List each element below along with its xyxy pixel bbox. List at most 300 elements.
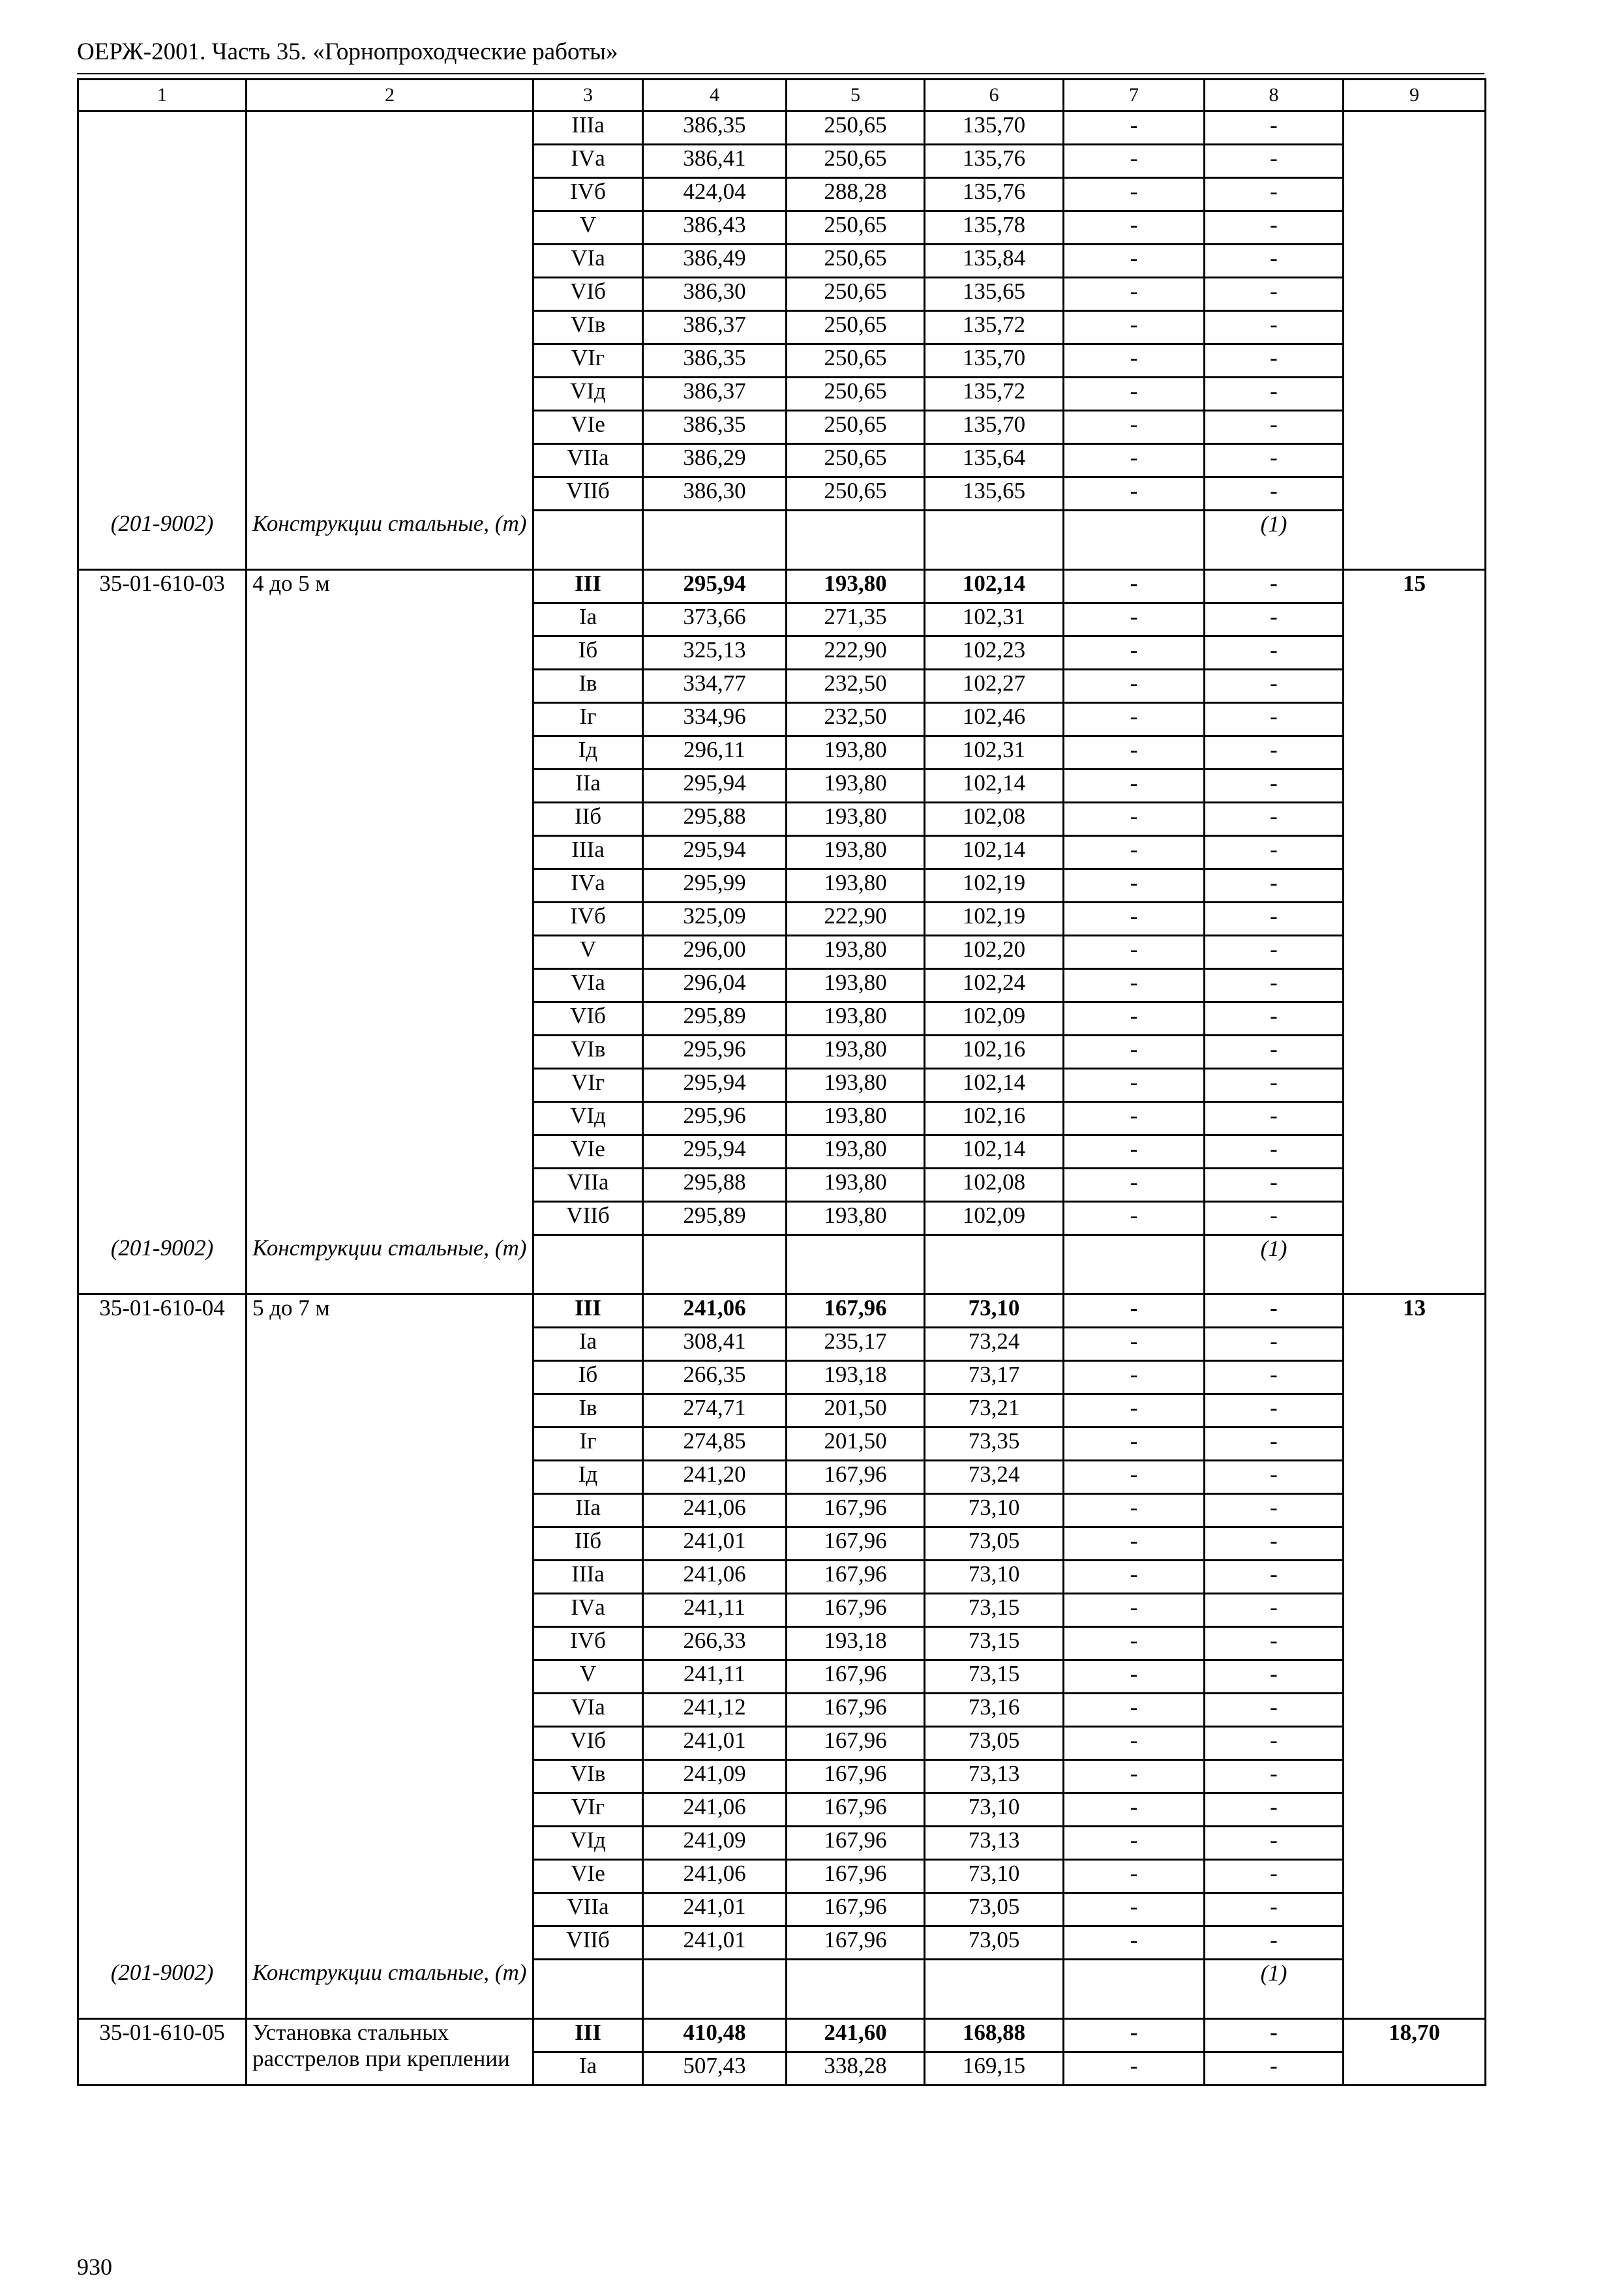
cell-description [247,736,534,770]
cell-col-7: - [1064,736,1205,770]
cell-col-6: 135,65 [925,278,1064,311]
cell-code [78,1135,247,1169]
cell-col-4 [643,511,787,570]
cell-code [78,1694,247,1727]
cell-description [247,1102,534,1135]
column-number: 5 [787,80,925,112]
cell-col-4: 295,94 [643,570,787,603]
cell-col-6: 73,05 [925,1727,1064,1760]
cell-col-3: Iд [534,736,643,770]
cell-col-3: VIв [534,311,643,344]
cell-col-7: - [1064,112,1205,145]
table-row [78,1694,1486,1727]
table-row [78,1627,1486,1660]
cell-col-7: - [1064,245,1205,278]
cell-col-4: 386,37 [643,311,787,344]
cell-col-3: III [534,2019,643,2052]
table-row [78,1328,1486,1361]
cell-col-5: 201,50 [787,1394,925,1428]
column-number: 6 [925,80,1064,112]
cell-norm [1344,1594,1486,1627]
cell-col-8: - [1205,1627,1344,1660]
cell-col-5: 167,96 [787,1694,925,1727]
cell-col-8: - [1205,969,1344,1002]
table-row [78,1926,1486,1960]
cell-description [247,278,534,311]
cell-norm [1344,1428,1486,1461]
cell-code [78,245,247,278]
cell-norm [1344,511,1486,570]
cell-col-6: 73,13 [925,1827,1064,1860]
table-row [78,1102,1486,1135]
cell-col-6: 73,10 [925,1494,1064,1527]
cell-description [247,145,534,178]
cell-code [78,1860,247,1893]
cell-col-3: Iд [534,1461,643,1494]
cell-col-5: 167,96 [787,1561,925,1594]
cell-col-8: - [1205,1461,1344,1494]
cell-col-7: - [1064,1169,1205,1202]
cell-col-3: VIе [534,1860,643,1893]
cell-col-8: - [1205,477,1344,511]
cell-description [247,311,534,344]
cell-col-3 [534,511,643,570]
cell-code [78,1893,247,1926]
cell-norm: 15 [1344,570,1486,603]
cell-code: 35-01-610-05 [78,2019,247,2052]
cell-col-7: - [1064,803,1205,836]
table-row [78,1002,1486,1036]
cell-col-3: IIIа [534,836,643,869]
cell-col-3: VIд [534,1827,643,1860]
cell-col-6: 73,10 [925,1294,1064,1328]
cell-norm [1344,1727,1486,1760]
cell-col-8: - [1205,1527,1344,1561]
cell-col-6: 102,31 [925,603,1064,636]
cell-col-5: 250,65 [787,245,925,278]
cell-norm [1344,311,1486,344]
cell-norm [1344,278,1486,311]
cell-code [78,1760,247,1793]
table-row [78,969,1486,1002]
cell-col-3: IVб [534,178,643,211]
cell-description [247,1727,534,1760]
cell-description [247,903,534,936]
cell-description [247,1361,534,1394]
cell-col-7: - [1064,936,1205,969]
cell-norm [1344,1169,1486,1202]
cell-col-8: - [1205,836,1344,869]
cell-description [247,444,534,477]
cell-col-4: 386,30 [643,278,787,311]
cell-col-8: - [1205,1428,1344,1461]
cell-norm [1344,1893,1486,1926]
cell-col-3: Iв [534,670,643,703]
cell-col-8: - [1205,378,1344,411]
cell-col-5: 193,80 [787,1069,925,1102]
cell-col-3: VIа [534,245,643,278]
cell-description [247,670,534,703]
cell-code [78,969,247,1002]
cell-col-7: - [1064,1036,1205,1069]
cell-col-4: 386,35 [643,411,787,444]
cell-code [78,1002,247,1036]
cell-col-6: 102,08 [925,1169,1064,1202]
cell-col-7: - [1064,1694,1205,1727]
cell-col-3: VIа [534,1694,643,1727]
cell-col-3: VIг [534,344,643,378]
cell-col-4: 386,35 [643,344,787,378]
cell-code [78,1827,247,1860]
cell-norm [1344,1394,1486,1428]
cell-col-6: 73,35 [925,1428,1064,1461]
cell-col-6: 135,64 [925,444,1064,477]
cell-col-5: 193,18 [787,1361,925,1394]
cell-col-7: - [1064,603,1205,636]
cell-col-8: - [1205,411,1344,444]
cell-col-6: 102,16 [925,1102,1064,1135]
cell-col-4: 295,89 [643,1202,787,1235]
cell-col-8: - [1205,112,1344,145]
cell-code [78,411,247,444]
cell-col-4: 507,43 [643,2052,787,2086]
cell-col-5: 167,96 [787,1827,925,1860]
cell-col-5: 338,28 [787,2052,925,2086]
cell-col-4: 241,01 [643,1926,787,1960]
cell-code [78,836,247,869]
cell-norm: 13 [1344,1294,1486,1328]
cell-description [247,1827,534,1860]
cell-norm [1344,1328,1486,1361]
cell-col-8: - [1205,570,1344,603]
cell-description [247,1561,534,1594]
cell-col-3: VIе [534,411,643,444]
cell-col-7: - [1064,903,1205,936]
cell-code [78,278,247,311]
cell-col-5: 167,96 [787,1294,925,1328]
cell-col-4 [643,1960,787,2019]
cell-code [78,344,247,378]
cell-col-7: - [1064,1860,1205,1893]
cell-code [78,1036,247,1069]
cell-norm [1344,1627,1486,1660]
cell-col-5: 250,65 [787,378,925,411]
cell-code [78,1069,247,1102]
cell-norm [1344,869,1486,903]
column-number: 7 [1064,80,1205,112]
cell-description [247,803,534,836]
cell-code [78,1627,247,1660]
cell-col-7: - [1064,211,1205,245]
cell-norm [1344,770,1486,803]
cell-col-5: 167,96 [787,1594,925,1627]
cell-description [247,1328,534,1361]
cell-code [78,311,247,344]
table-row [78,1494,1486,1527]
cell-col-5 [787,1235,925,1294]
cell-col-7: - [1064,378,1205,411]
cell-col-3: Iа [534,2052,643,2086]
cell-col-4: 241,06 [643,1561,787,1594]
cell-col-4: 325,09 [643,903,787,936]
cell-col-5: 193,80 [787,736,925,770]
cell-description [247,1760,534,1793]
cell-col-3: Iб [534,636,643,670]
cell-col-8: - [1205,278,1344,311]
cell-col-6: 73,17 [925,1361,1064,1394]
cell-col-4: 241,06 [643,1860,787,1893]
resource-code: (201-9002) [78,1235,247,1294]
cell-col-7: - [1064,178,1205,211]
cell-norm [1344,1827,1486,1860]
cell-col-7: - [1064,969,1205,1002]
cell-norm [1344,936,1486,969]
cell-description [247,836,534,869]
cell-col-6: 102,46 [925,703,1064,736]
cell-col-3: VIв [534,1036,643,1069]
cell-code [78,736,247,770]
cell-description [247,477,534,511]
cell-norm [1344,245,1486,278]
cell-code [78,378,247,411]
cell-col-6: 73,05 [925,1926,1064,1960]
cell-col-8: - [1205,1002,1344,1036]
cell-col-5: 193,80 [787,770,925,803]
cell-col-6: 135,70 [925,411,1064,444]
cell-col-5: 167,96 [787,1860,925,1893]
cell-col-7: - [1064,1428,1205,1461]
cell-code [78,1660,247,1694]
cell-col-4: 386,35 [643,112,787,145]
cell-col-7: - [1064,1561,1205,1594]
cell-description [247,378,534,411]
cell-col-8: - [1205,869,1344,903]
cell-col-4: 296,11 [643,736,787,770]
cell-col-3 [534,1960,643,2019]
cell-col-5: 167,96 [787,1527,925,1561]
cell-description [247,703,534,736]
table-row [78,411,1486,444]
cell-col-5: 167,96 [787,1660,925,1694]
table-row [78,278,1486,311]
table-row [78,1860,1486,1893]
cell-col-6: 73,15 [925,1660,1064,1694]
cell-col-5: 241,60 [787,2019,925,2052]
cell-col-6: 135,72 [925,311,1064,344]
cell-col-8: - [1205,344,1344,378]
cell-col-6: 73,21 [925,1394,1064,1428]
cell-col-6: 102,20 [925,936,1064,969]
cell-col-8: - [1205,1793,1344,1827]
resource-code: (201-9002) [78,1960,247,2019]
cell-col-8: - [1205,736,1344,770]
table-row [78,1561,1486,1594]
table-row [78,1461,1486,1494]
cell-norm [1344,378,1486,411]
cell-col-8: - [1205,1361,1344,1394]
cell-col-5: 193,80 [787,803,925,836]
cell-col-7: - [1064,311,1205,344]
cell-col-4: 295,89 [643,1002,787,1036]
cell-col-8: - [1205,178,1344,211]
cell-col-5: 250,65 [787,344,925,378]
cell-col-7: - [1064,2052,1205,2086]
table-row [78,936,1486,969]
cell-code [78,1102,247,1135]
cell-col-6: 102,14 [925,836,1064,869]
cell-col-8: - [1205,2052,1344,2086]
cell-norm [1344,145,1486,178]
cell-col-3: V [534,211,643,245]
cell-norm [1344,1527,1486,1561]
column-number-row [78,80,1486,112]
cell-col-6: 135,76 [925,178,1064,211]
cell-col-6: 73,13 [925,1760,1064,1793]
resource-qty: (1) [1205,1960,1344,2019]
cell-norm [1344,1135,1486,1169]
cell-col-6: 102,14 [925,1135,1064,1169]
cell-col-4: 424,04 [643,178,787,211]
cell-col-3: V [534,1660,643,1694]
cell-col-7: - [1064,1002,1205,1036]
cell-col-5: 193,80 [787,570,925,603]
cell-col-7: - [1064,1394,1205,1428]
cell-col-7: - [1064,703,1205,736]
cell-norm [1344,1002,1486,1036]
cell-col-5: 201,50 [787,1428,925,1461]
cell-norm [1344,1494,1486,1527]
cell-col-7: - [1064,1727,1205,1760]
cell-col-4: 241,12 [643,1694,787,1727]
cell-col-8: - [1205,1760,1344,1793]
resource-row [78,511,1486,570]
cell-code [78,1328,247,1361]
cell-norm [1344,444,1486,477]
cell-col-7 [1064,511,1205,570]
cell-col-3: VIб [534,1727,643,1760]
cell-description [247,344,534,378]
cell-col-4: 386,43 [643,211,787,245]
cell-col-7: - [1064,444,1205,477]
cell-col-4: 241,09 [643,1760,787,1793]
cell-col-6: 102,23 [925,636,1064,670]
cell-col-5: 193,80 [787,1102,925,1135]
cell-col-5: 232,50 [787,703,925,736]
cell-col-3: IVб [534,1627,643,1660]
cell-col-8: - [1205,1694,1344,1727]
cell-description [247,1036,534,1069]
cell-col-8: - [1205,770,1344,803]
cell-description [247,1594,534,1627]
cell-col-7: - [1064,1660,1205,1694]
cell-col-6: 73,10 [925,1561,1064,1594]
table-row [78,1827,1486,1860]
table-row [78,1169,1486,1202]
cell-col-7: - [1064,836,1205,869]
cell-col-7: - [1064,636,1205,670]
cell-col-8: - [1205,703,1344,736]
cell-col-8: - [1205,311,1344,344]
cell-col-8: - [1205,1860,1344,1893]
cell-code [78,444,247,477]
cell-col-6: 73,15 [925,1594,1064,1627]
cell-col-7: - [1064,1361,1205,1394]
cell-col-5: 167,96 [787,1727,925,1760]
table-row [78,311,1486,344]
cell-norm [1344,411,1486,444]
cell-col-5: 193,80 [787,1169,925,1202]
cell-col-4: 295,94 [643,836,787,869]
cell-description [247,1461,534,1494]
cell-col-5: 193,80 [787,836,925,869]
cell-col-8: - [1205,1494,1344,1527]
cell-col-7: - [1064,1102,1205,1135]
cell-col-8: - [1205,936,1344,969]
cell-col-5 [787,511,925,570]
cell-code [78,1926,247,1960]
column-number: 2 [247,80,534,112]
table-row [78,1428,1486,1461]
cell-col-8: - [1205,1660,1344,1694]
cell-col-3: III [534,570,643,603]
cell-col-4: 241,06 [643,1294,787,1328]
cell-col-5: 288,28 [787,178,925,211]
cell-col-4: 266,35 [643,1361,787,1394]
cell-col-7: - [1064,1328,1205,1361]
cell-col-6: 102,14 [925,1069,1064,1102]
cell-description [247,1002,534,1036]
cell-col-3: VIг [534,1069,643,1102]
cell-col-5: 222,90 [787,636,925,670]
cell-col-4: 241,01 [643,1893,787,1926]
cell-col-6: 73,10 [925,1860,1064,1893]
cell-col-6: 73,15 [925,1627,1064,1660]
cell-col-4: 274,71 [643,1394,787,1428]
cell-norm [1344,903,1486,936]
cell-col-3: VIе [534,1135,643,1169]
cell-col-8: - [1205,2019,1344,2052]
cell-col-3: VIд [534,378,643,411]
cell-col-8: - [1205,1135,1344,1169]
cell-description: 5 до 7 м [247,1294,534,1328]
cell-col-4: 308,41 [643,1328,787,1361]
table-row [78,1069,1486,1102]
cell-col-5: 193,80 [787,869,925,903]
resource-row [78,1235,1486,1294]
table-row [78,803,1486,836]
cell-col-8: - [1205,1202,1344,1235]
cell-col-6: 102,14 [925,570,1064,603]
table-row [78,670,1486,703]
cell-col-3: IIб [534,803,643,836]
table-row [78,736,1486,770]
table-row [78,603,1486,636]
resource-name: Конструкции стальные, (т) [247,1960,534,2019]
cell-col-4: 295,99 [643,869,787,903]
cell-col-6: 135,76 [925,145,1064,178]
cell-col-6: 135,70 [925,344,1064,378]
cell-col-4: 266,33 [643,1627,787,1660]
cell-description [247,770,534,803]
cell-description [247,1394,534,1428]
cell-col-7: - [1064,1793,1205,1827]
cell-description [247,1627,534,1660]
table-row [78,770,1486,803]
cell-col-7: - [1064,278,1205,311]
cell-code [78,803,247,836]
cell-col-3: III [534,1294,643,1328]
cell-col-4: 386,29 [643,444,787,477]
